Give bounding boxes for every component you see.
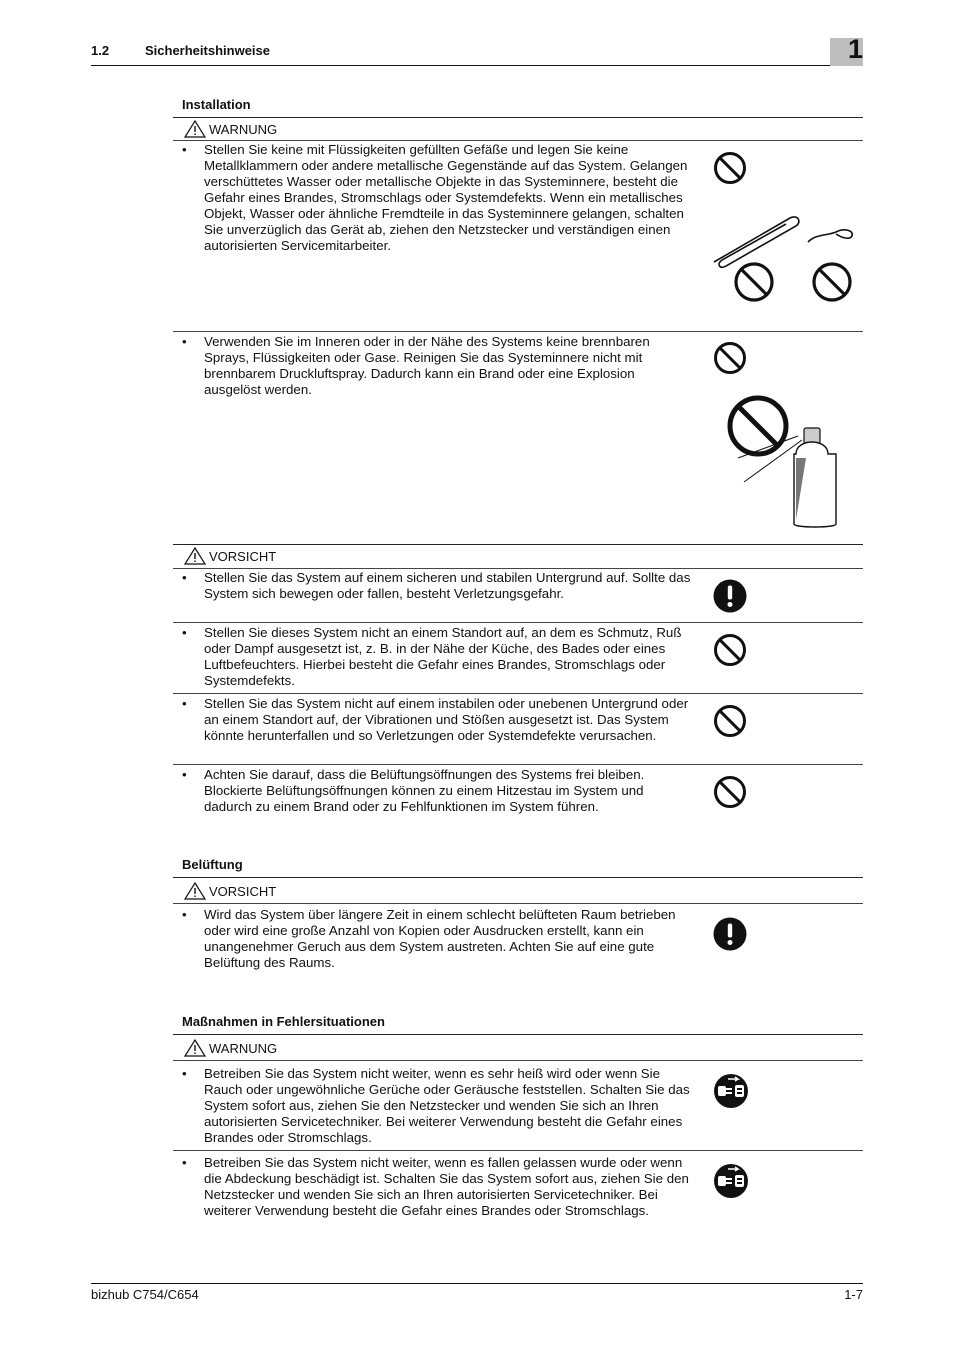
warning-triangle-icon	[184, 120, 206, 138]
mandatory-action-icon	[713, 579, 747, 613]
bullet: •	[182, 1155, 187, 1170]
list-item	[182, 1155, 692, 1219]
item-text: Stellen Sie dieses System nicht an einem Standort auf, an dem es Schmutz, Ruß oder Dampf ausgesetzt ist, z. B. in der Nähe der Küche, des Bades oder eines Luftbefeuchters. Hierbei besteht die Gefahr eines Brandes, Stromschlags oder Systemdefekts.	[204, 625, 682, 688]
spray-can-prohibited-icon	[724, 392, 844, 532]
bullet: •	[182, 767, 187, 782]
paperclip-prohibited-icon	[706, 210, 860, 310]
divider	[173, 331, 863, 332]
divider	[173, 140, 863, 141]
bullet: •	[182, 625, 187, 640]
divider	[173, 1034, 863, 1035]
item-text: Stellen Sie das System nicht auf einem instabilen oder unebenen Untergrund oder an einem Standort auf, der Vibrationen und Stößen ausgesetzt ist. Das System könnte herunterfallen und so Verletzungen oder Systemdefekte verursachen.	[204, 696, 689, 743]
errors-heading: Maßnahmen in Fehlersituationen	[182, 1014, 385, 1029]
prohibition-icon	[713, 151, 747, 185]
list-item	[182, 907, 692, 971]
bullet: •	[182, 1066, 187, 1081]
bullet: •	[182, 142, 187, 157]
warning-label	[184, 120, 277, 138]
list-item	[182, 570, 692, 602]
divider	[173, 693, 863, 694]
section-number: 1.2	[91, 43, 110, 58]
prohibition-icon	[713, 704, 747, 738]
caution-label-text: VORSICHT	[209, 548, 277, 564]
installation-heading: Installation	[182, 97, 251, 112]
item-text: Betreiben Sie das System nicht weiter, wenn es sehr heiß wird oder wenn Sie Rauch oder ungewöhnliche Gerüche oder Geräusche feststellen. Schalten Sie das System sofort aus, ziehen Sie den Netzstecker und wenden Sie sich an Ihren autorisierten Servicetechniker. Bei weiterer Verwendung besteht die Gefahr eines Brandes oder Stromschlags.	[204, 1066, 690, 1145]
divider	[173, 877, 863, 878]
mandatory-action-icon	[713, 917, 747, 951]
divider	[173, 1060, 863, 1061]
prohibition-icon	[713, 633, 747, 667]
item-text: Betreiben Sie das System nicht weiter, wenn es fallen gelassen wurde oder wenn die Abdeckung beschädigt ist. Schalten Sie das System sofort aus, ziehen Sie den Netzstecker und wenden Sie sich an Ihren autorisierten Servicetechniker. Bei weiterer Verwendung besteht die Gefahr eines Brandes oder Stromschlags.	[204, 1155, 689, 1218]
warning-label-text: WARNUNG	[209, 121, 278, 137]
caution-label	[184, 547, 276, 565]
list-item	[182, 696, 692, 744]
page-number: 1-7	[844, 1287, 863, 1302]
item-text: Stellen Sie keine mit Flüssigkeiten gefüllten Gefäße und legen Sie keine Metallklammern oder andere metallische Gegenstände auf das System. Gelangen verschüttetes Wasser oder metallische Objekte in das Systeminnere, besteht die Gefahr eines Brandes, Stromschlags oder Systemdefekts. Wenn ein metallisches Objekt, Wasser oder ähnliche Fremdteile in das Systeminnere gelangen, schalten Sie unverzüglich das Gerät ab, ziehen den Netzstecker und verständigen einen autorisierten Servicemitarbeiter.	[204, 142, 688, 253]
list-item	[182, 1066, 692, 1146]
footer-divider	[91, 1283, 863, 1284]
bullet: •	[182, 570, 187, 585]
divider	[173, 622, 863, 623]
divider	[173, 117, 863, 118]
warning-label-text: WARNUNG	[209, 1040, 278, 1056]
prohibition-icon	[713, 775, 747, 809]
caution-label	[184, 882, 276, 900]
chapter-number: 1	[847, 34, 863, 64]
list-item	[182, 767, 692, 815]
footer-model: bizhub C754/C654	[91, 1287, 199, 1302]
caution-label-text: VORSICHT	[209, 883, 277, 899]
item-text: Achten Sie darauf, dass die Belüftungsöffnungen des Systems frei bleiben. Blockierte Belüftungsöffnungen können zu einem Hitzestau im System und dadurch zu einem Brand oder zu Fehlfunktionen im System führen.	[204, 767, 645, 814]
divider	[173, 568, 863, 569]
divider	[173, 903, 863, 904]
warning-triangle-icon	[184, 547, 206, 565]
bullet: •	[182, 907, 187, 922]
item-text: Verwenden Sie im Inneren oder in der Nähe des Systems keine brennbaren Sprays, Flüssigkeiten oder Gase. Reinigen Sie das Systeminnere nicht mit brennbarem Druckluftspray. Dadurch kann ein Brand oder eine Explosion ausgelöst werden.	[204, 334, 650, 397]
warning-label	[184, 1039, 277, 1057]
list-item	[182, 142, 692, 254]
list-item	[182, 334, 692, 398]
warning-triangle-icon	[184, 882, 206, 900]
warning-triangle-icon	[184, 1039, 206, 1057]
list-item	[182, 625, 692, 689]
divider	[173, 764, 863, 765]
divider	[173, 1150, 863, 1151]
item-text: Stellen Sie das System auf einem sicheren und stabilen Untergrund auf. Sollte das System sich bewegen oder fallen, besteht Verletzungsgefahr.	[204, 570, 691, 601]
section-title: Sicherheitshinweise	[145, 43, 270, 58]
bullet: •	[182, 334, 187, 349]
item-text: Wird das System über längere Zeit in einem schlecht belüfteten Raum betrieben oder wird eine große Anzahl von Kopien oder Ausdrucken erstellt, kann ein unangenehmer Geruch aus dem System austreten. Achten Sie auf eine gute Belüftung des Raums.	[204, 907, 676, 970]
ventilation-heading: Belüftung	[182, 857, 243, 872]
header-divider	[91, 65, 863, 66]
bullet: •	[182, 696, 187, 711]
divider	[173, 544, 863, 545]
prohibition-icon	[713, 341, 747, 375]
unplug-icon	[713, 1073, 749, 1109]
unplug-icon	[713, 1163, 749, 1199]
